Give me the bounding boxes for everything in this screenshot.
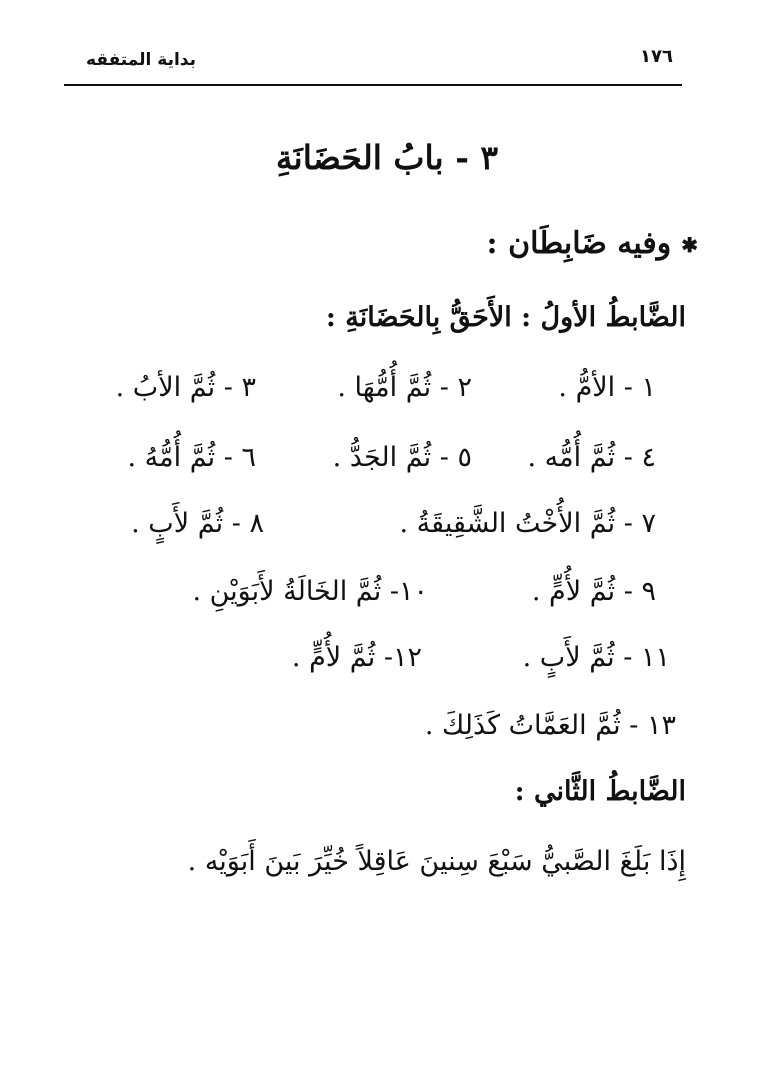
page-number: ١٧٦ [640, 46, 673, 67]
list-item: ٥ - ثُمَّ الجَدُّ . [332, 442, 472, 473]
list-item: ١٣ - ثُمَّ العَمَّاتُ كَذَلِكَ . [424, 710, 676, 741]
list-item: ٩ - ثُمَّ لأُمٍّ . [531, 576, 656, 607]
list-item: ١ - الأمُّ . [558, 372, 656, 403]
intro-text: وفيه ضَابِطَان : [486, 226, 672, 261]
running-header-title: بداية المتفقه [86, 50, 196, 70]
section-2-text: إِذَا بَلَغَ الصَّبيُّ سَبْعَ سِنينَ عَاقِلاً خُيِّرَ بَينَ أَبَوَيْه . [187, 846, 686, 877]
list-item: ١٢- ثُمَّ لأُمٍّ . [291, 642, 422, 673]
list-item: ١٠- ثُمَّ الخَالَةُ لأَبَوَيْنِ . [192, 576, 428, 607]
section-2-title: الضَّابطُ الثَّاني : [514, 776, 686, 807]
list-item: ٨ - ثُمَّ لأَبٍ . [131, 508, 264, 539]
list-item: ٧ - ثُمَّ الأُخْتُ الشَّقِيقَةُ . [399, 508, 656, 539]
list-item: ١١ - ثُمَّ لأَبٍ . [522, 642, 670, 673]
section-1-title: الضَّابطُ الأولُ : الأَحَقُّ بِالحَضَانَةِ : [325, 302, 686, 333]
list-item: ٢ - ثُمَّ أُمُّهَا . [337, 372, 472, 403]
list-item: ٣ - ثُمَّ الأبُ . [115, 372, 256, 403]
chapter-title: ٣ - بابُ الحَضَانَةِ [275, 138, 499, 177]
bullet-icon: ✱ [681, 233, 698, 257]
intro-line [487, 226, 698, 261]
list-item: ٦ - ثُمَّ أُمُّهُ . [127, 442, 256, 473]
list-item: ٤ - ثُمَّ أُمُّه . [527, 442, 656, 473]
header-divider [64, 84, 682, 86]
